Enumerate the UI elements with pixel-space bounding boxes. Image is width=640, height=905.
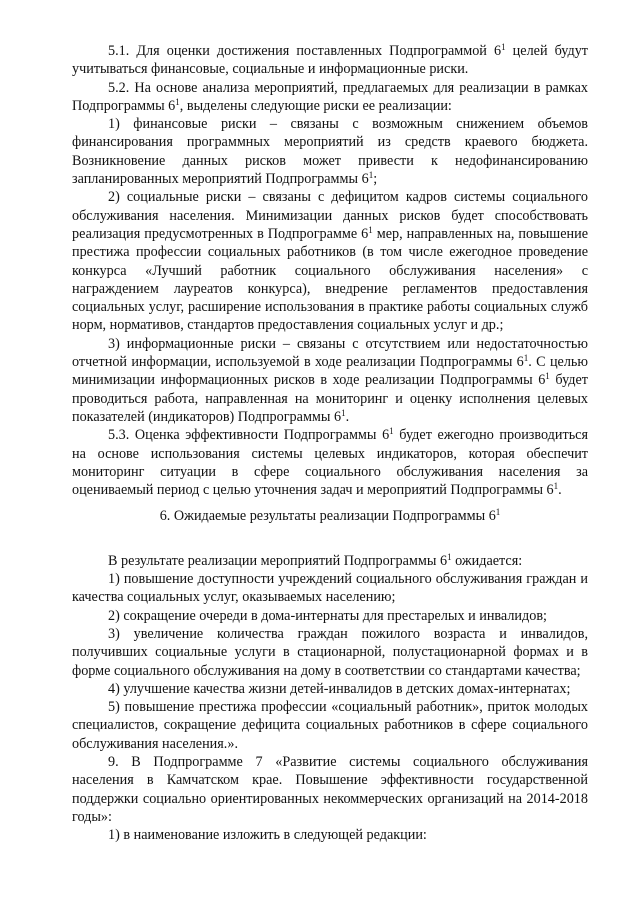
paragraph-result-1: 1) повышение доступности учреждений социального обслуживания граждан и качества социальных услуг, оказываемых населению;: [72, 571, 588, 606]
paragraph-result-5: 5) повышение престижа профессии «социальный работник», приток молодых специалистов, сокращение дефицита социальных работников в сфере социального обслуживания населения.».: [72, 699, 588, 752]
paragraph-result-4: 4) улучшение качества жизни детей-инвалидов в детских домах-интернатах;: [108, 680, 571, 697]
section-heading: 6. Ожидаемые результаты реализации Подпрограммы $6^1$: [159, 507, 501, 525]
paragraph-expected-intro: В результате реализации мероприятий Подпрограммы $6^1$ ожидается:: [108, 551, 523, 569]
paragraph-financial-risks: 1) финансовые риски – связаны с возможным снижением объемов финансирования программных мероприятий из средств краевого бюджета. Возникновение данных рисков может привести к недофинансированию запланированных мероприятий Подпрограммы $6^1$;: [72, 116, 588, 188]
paragraph-5-2: 5.2. На основе анализа мероприятий, предлагаемых для реализации в рамках Подпрограммы $6^1$, выделены следующие риски ее реализации:: [72, 79, 588, 114]
paragraph-5-1: 5.1. Для оценки достижения поставленных Подпрограммой $6^1$ целей будут учитываться финансовые, социальные и информационные риски.: [72, 42, 589, 78]
paragraph-item-9: 9. В Подпрограмме 7 «Развитие системы социального обслуживания населения в Камчатском крае. Повышение эффективности государственной поддержки социально ориентированных некоммерческих организаций на 2014-2018 годы»:: [72, 753, 588, 825]
paragraph-result-2: 2) сокращение очереди в дома-интернаты для престарелых и инвалидов;: [108, 607, 547, 624]
paragraph-5-3: 5.3. Оценка эффективности Подпрограммы $6^1$ будет ежегодно производиться на основе использования системы целевых индикаторов, которая обеспечит мониторинг ситуации в сфере социального обслуживания населения за оцениваемый период с целью уточнения задач и мероприятий Подпрограммы $6^1$.: [72, 426, 588, 499]
paragraph-information-risks: 3) информационные риски – связаны с отсутствием или недостаточностью отчетной информации, используемой в ходе реализации Подпрограммы $6^1$. С целью минимизации информационных рисков в ходе реализации Подпрограммы $6^1$ будет проводиться работа, направленная на мониторинг и оценку исполнения целевых показателей (индикаторов) Подпрограммы $6^1$.: [72, 335, 588, 425]
paragraph-result-3: 3) увеличение количества граждан пожилого возраста и инвалидов, получивших социальные услуги в стационарной, полустационарной формах и в форме социального обслуживания на дому в соответствии со стандартами качества;: [72, 625, 588, 679]
paragraph-item-9-1: 1) в наименование изложить в следующей редакции:: [108, 827, 427, 844]
paragraph-social-risks: 2) социальные риски – связаны с дефицитом кадров системы социального обслуживания населения. Минимизации данных рисков будет способствовать реализация предусмотренных в Подпрограмме $6^1$ мер, направленных на, повышение престижа профессии социальных работников (в том числе ежегодное проведение конкурса «Лучший работник социального обслуживания населения» с награждением лауреатов конкурса), внедрение регламентов предоставления социальных услуг, расширение использования в практике работы социальных служб норм, нормативов, стандартов предоставления социальных услуг и др.;: [72, 189, 588, 334]
